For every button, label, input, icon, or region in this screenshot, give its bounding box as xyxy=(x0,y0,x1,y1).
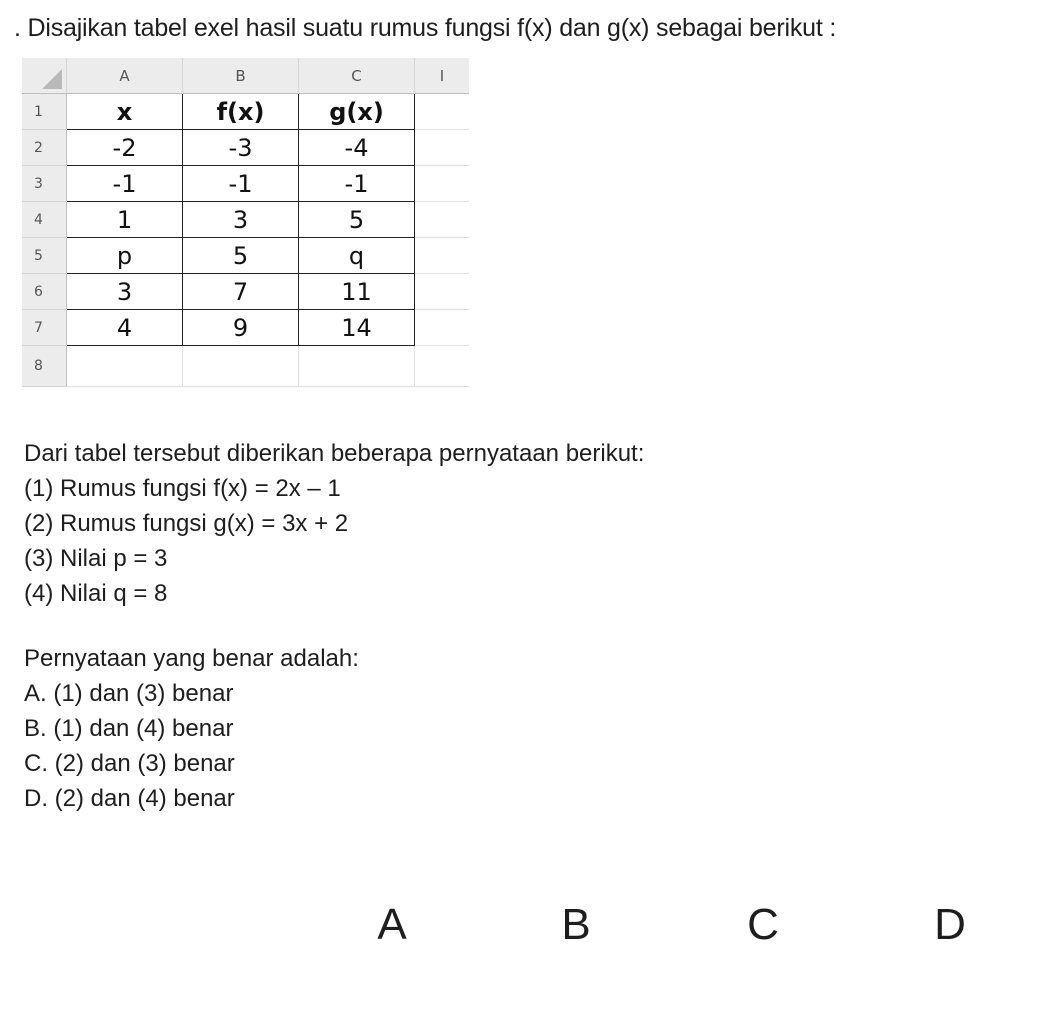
statements-block xyxy=(24,436,644,611)
table-cell[interactable]: 7 xyxy=(183,274,299,310)
answer-option-a[interactable]: A xyxy=(377,900,407,949)
table-header-cell[interactable]: x xyxy=(67,94,183,130)
table-cell[interactable]: -1 xyxy=(67,166,183,202)
empty-cell[interactable] xyxy=(415,202,470,238)
column-header-b[interactable]: B xyxy=(183,58,299,94)
empty-cell[interactable] xyxy=(415,94,470,130)
statement-item: (2) Rumus fungsi g(x) = 3x + 2 xyxy=(24,510,349,537)
choice-item-d: D. (2) dan (4) benar xyxy=(24,785,235,812)
row-header[interactable]: 1 xyxy=(22,94,67,130)
answer-option-c[interactable]: C xyxy=(747,900,779,949)
empty-cell[interactable] xyxy=(415,346,470,387)
table-cell[interactable]: p xyxy=(67,238,183,274)
table-cell[interactable]: 14 xyxy=(299,310,415,346)
table-cell[interactable]: 3 xyxy=(67,274,183,310)
empty-cell[interactable] xyxy=(415,274,470,310)
statement-item: (4) Nilai q = 8 xyxy=(24,580,168,607)
column-header-a[interactable]: A xyxy=(67,58,183,94)
empty-cell[interactable] xyxy=(67,346,183,387)
choice-item-b: B. (1) dan (4) benar xyxy=(24,715,234,742)
answer-options xyxy=(0,900,1047,960)
table-cell[interactable]: -1 xyxy=(299,166,415,202)
row-header[interactable]: 3 xyxy=(22,166,67,202)
statement-item: (3) Nilai p = 3 xyxy=(24,545,168,572)
choice-item-c: C. (2) dan (3) benar xyxy=(24,750,235,777)
empty-cell[interactable] xyxy=(415,238,470,274)
spreadsheet-table xyxy=(22,58,469,387)
row-header[interactable]: 6 xyxy=(22,274,67,310)
empty-cell[interactable] xyxy=(415,130,470,166)
column-header-c[interactable]: C xyxy=(299,58,415,94)
row-header[interactable]: 4 xyxy=(22,202,67,238)
row-header[interactable]: 8 xyxy=(22,346,67,387)
row-header[interactable]: 2 xyxy=(22,130,67,166)
statements-intro: Dari tabel tersebut diberikan beberapa pernyataan berikut: xyxy=(24,440,645,467)
choices-block xyxy=(24,641,359,816)
table-cell[interactable]: -3 xyxy=(183,130,299,166)
answer-option-b[interactable]: B xyxy=(561,900,591,949)
table-cell[interactable]: 5 xyxy=(299,202,415,238)
empty-cell[interactable] xyxy=(415,310,470,346)
table-header-cell[interactable]: f(x) xyxy=(183,94,299,130)
table-cell[interactable]: 4 xyxy=(67,310,183,346)
row-header[interactable]: 7 xyxy=(22,310,67,346)
select-all-corner[interactable] xyxy=(22,58,67,94)
empty-cell[interactable] xyxy=(299,346,415,387)
table-cell[interactable]: 3 xyxy=(183,202,299,238)
empty-cell[interactable] xyxy=(183,346,299,387)
table-cell[interactable]: q xyxy=(299,238,415,274)
row-header[interactable]: 5 xyxy=(22,238,67,274)
table-cell[interactable]: 5 xyxy=(183,238,299,274)
empty-cell[interactable] xyxy=(415,166,470,202)
table-header-cell[interactable]: g(x) xyxy=(299,94,415,130)
table-cell[interactable]: 9 xyxy=(183,310,299,346)
column-header-d[interactable]: I xyxy=(415,58,470,94)
choice-item-a: A. (1) dan (3) benar xyxy=(24,680,234,707)
table-cell[interactable]: 11 xyxy=(299,274,415,310)
answer-option-d[interactable]: D xyxy=(934,900,966,949)
question-text: . Disajikan tabel exel hasil suatu rumus fungsi f(x) dan g(x) sebagai berikut : xyxy=(14,14,837,42)
statement-item: (1) Rumus fungsi f(x) = 2x – 1 xyxy=(24,475,341,502)
table-cell[interactable]: -1 xyxy=(183,166,299,202)
select-all-triangle xyxy=(42,69,62,89)
table-cell[interactable]: -2 xyxy=(67,130,183,166)
choices-prompt: Pernyataan yang benar adalah: xyxy=(24,645,359,672)
table-cell[interactable]: 1 xyxy=(67,202,183,238)
table-cell[interactable]: -4 xyxy=(299,130,415,166)
